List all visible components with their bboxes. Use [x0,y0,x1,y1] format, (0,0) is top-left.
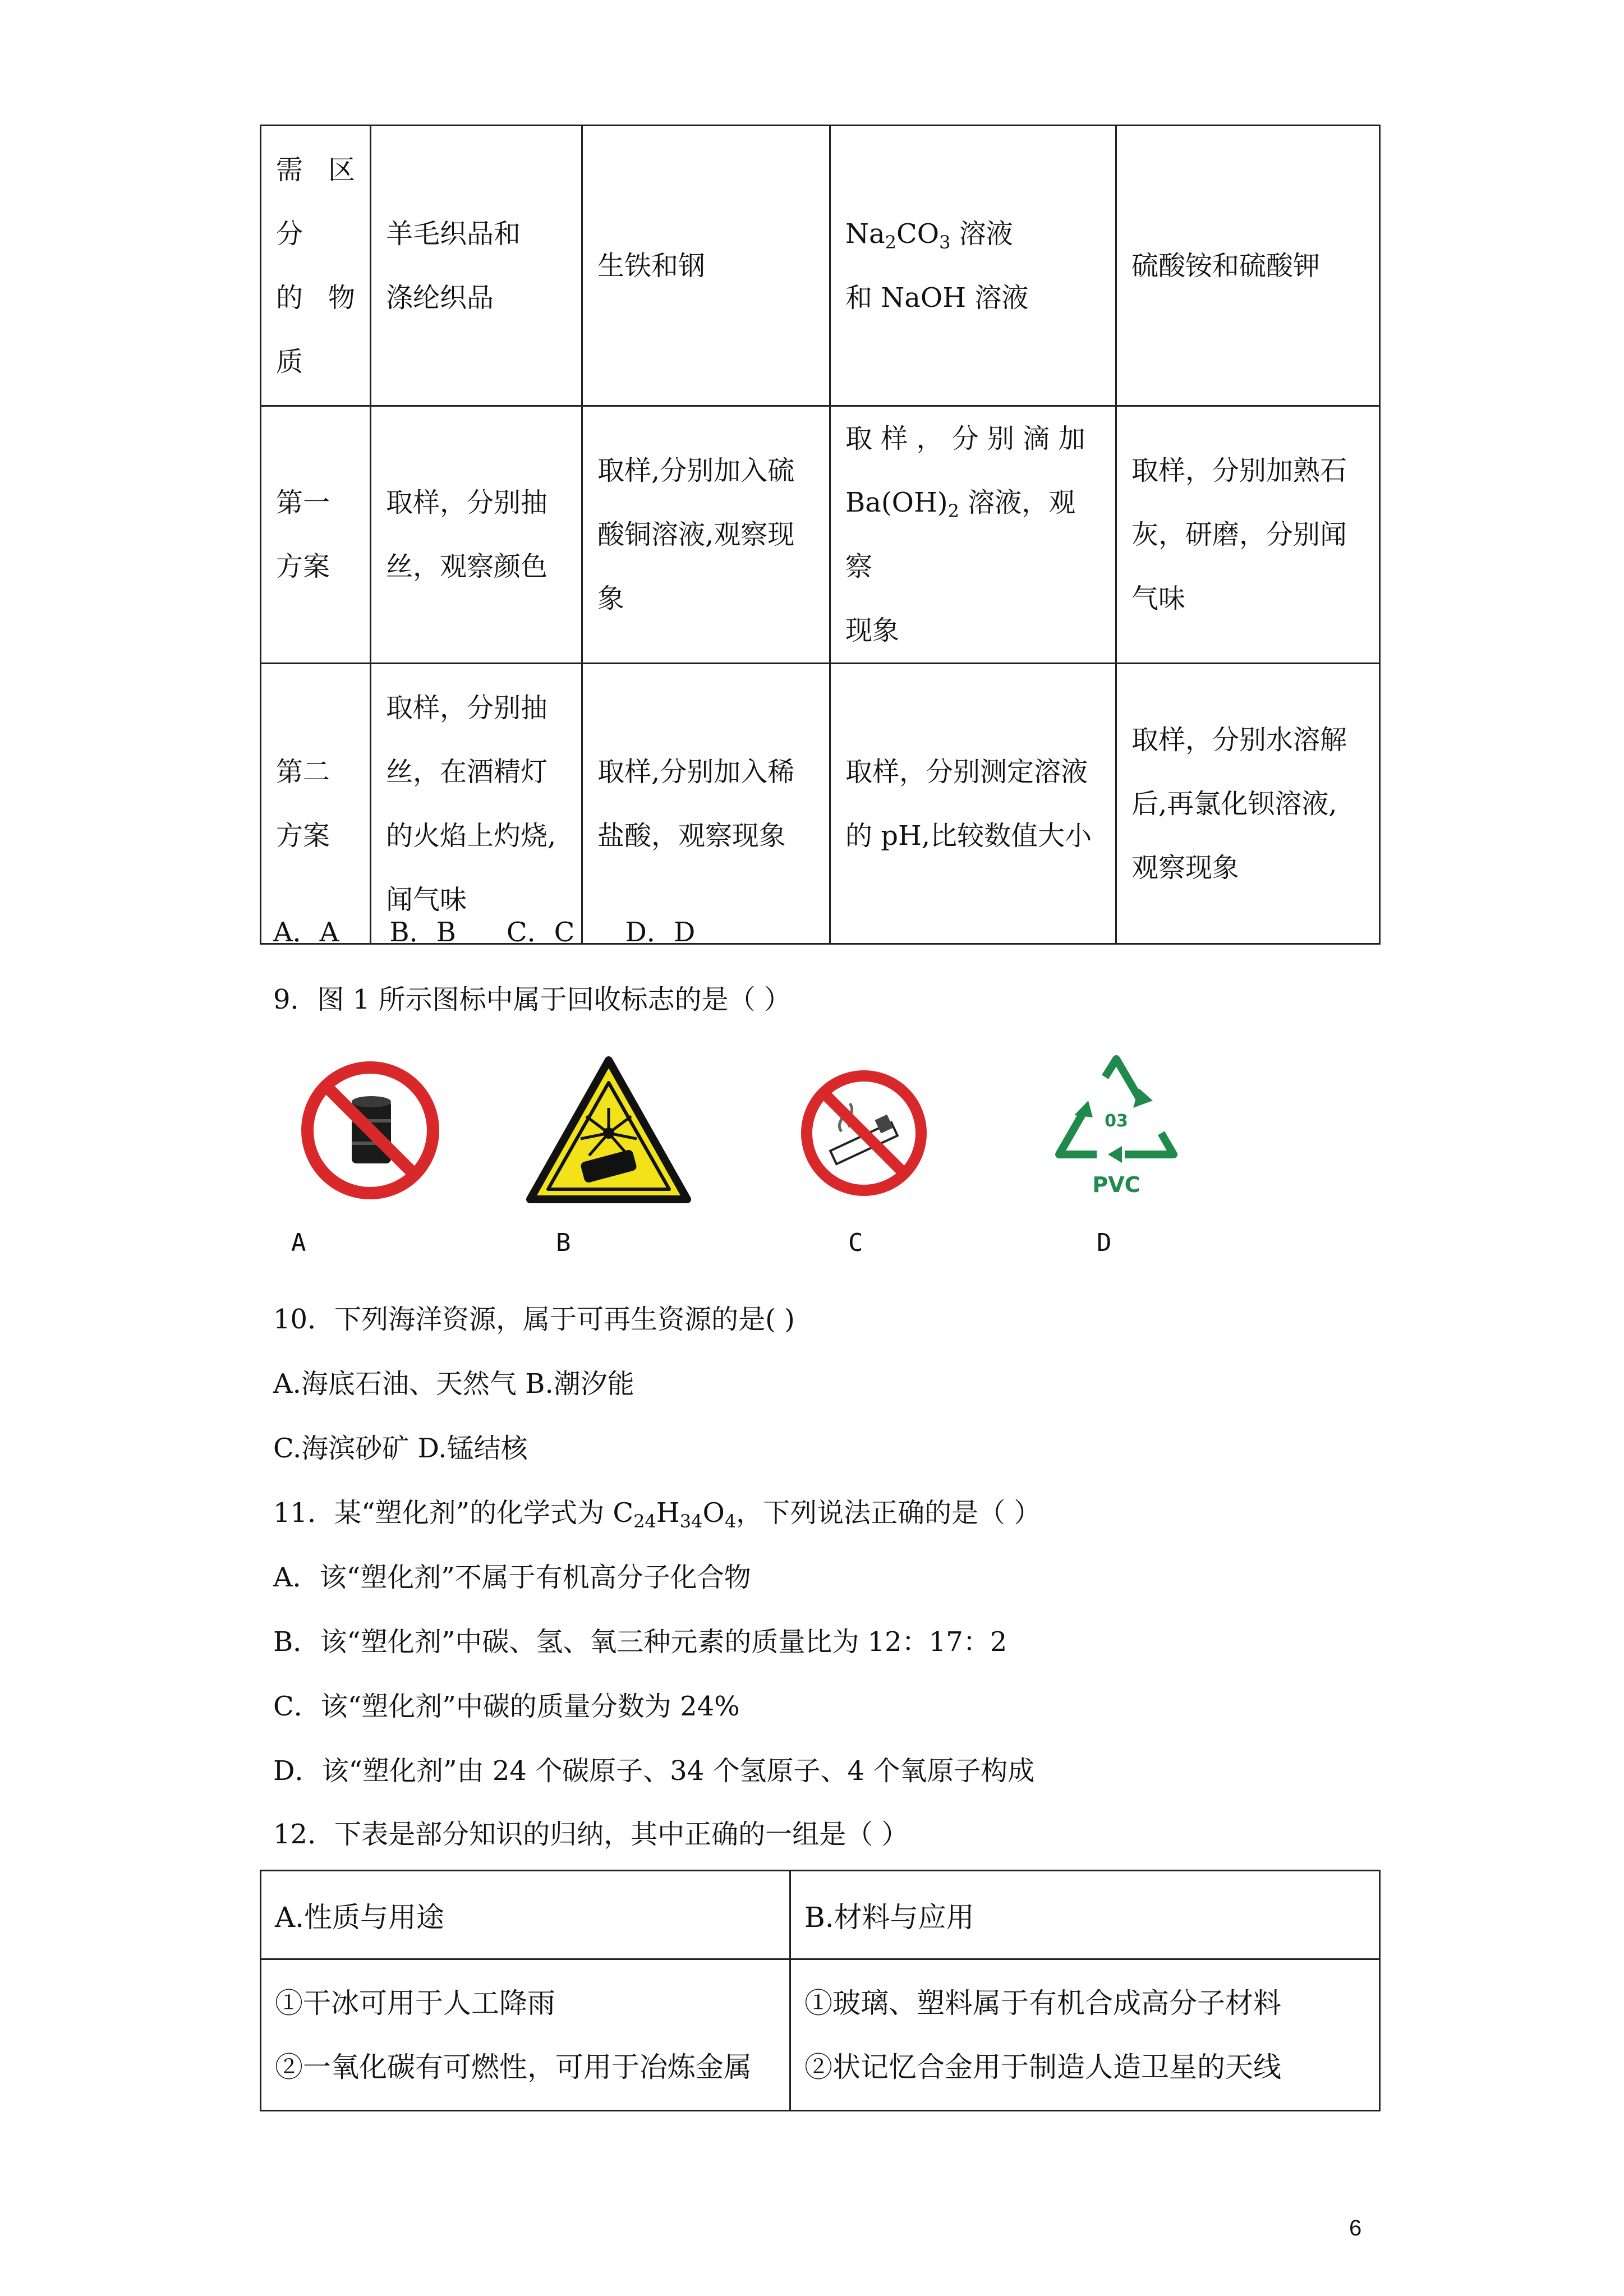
q12-question: 12．下表是部分知识的归纳，其中正确的一组是（ ） [273,1819,909,1850]
recycle-pvc-icon [1049,1055,1184,1209]
no-smoking-icon [799,1069,928,1198]
page-number: 6 [1349,2216,1362,2240]
table-cell: 取样,分别加入硫 酸铜溶液,观察现 象 [582,406,830,664]
recycle-code: 03 [1105,1111,1128,1131]
option-c[interactable]: C．C [506,917,575,948]
q10-options-cd: C.海滨砂矿 D.锰结核 [273,1433,528,1464]
q10-options-ab: A.海底石油、天然气 B.潮汐能 [273,1368,634,1400]
recycle-label: PVC [1092,1172,1140,1197]
q11-option-b[interactable]: B．该“塑化剂”中碳、氢、氧三种元素的质量比为 12：17：2 [273,1626,1007,1658]
icon-letter-d: D [1097,1228,1112,1257]
cell-na2co3-naoh: $Na_2CO_3$ 溶液 和 NaOH 溶液 [830,126,1116,406]
table-row-header [261,126,1380,406]
option-b-heading[interactable]: B.材料与应用 [790,1871,1380,1959]
option-b[interactable]: B．B [389,917,456,948]
q11-question: 11．某“塑化剂”的化学式为 $C_{24}H_{34}O_4$，下列说法正确的是（ ） [273,1497,1041,1532]
cell-ammonium-potassium-sulfate: 硫酸铵和硫酸钾 [1116,126,1380,406]
table-row [261,1871,1380,1959]
option-a[interactable]: A．A [273,917,339,948]
q8-options [273,915,746,949]
row-label-plan2: 第二 方案 [261,664,371,944]
row-label-substances: 需 区 分 的 物 质 [261,126,371,406]
table-cell: 取样，分别抽 丝，观察颜色 [371,406,582,664]
table-cell: 取 样 ， 分 别 滴 加 $Ba(OH)_2$ 溶液，观察 现象 [830,406,1116,664]
knowledge-table [260,1870,1381,2111]
table-row [261,1959,1380,2111]
row-label-plan1: 第一 方案 [261,406,371,664]
q11-option-c[interactable]: C．该“塑化剂”中碳的质量分数为 24% [273,1691,740,1722]
table-cell: 取样，分别加熟石 灰，研磨，分别闻 气味 [1116,406,1380,664]
table-cell: 取样，分别抽 丝，在酒精灯 的火焰上灼烧, 闻气味 [371,664,582,944]
table-row-plan2 [261,664,1380,944]
no-oil-drum-icon [300,1060,440,1200]
q10-question: 10．下列海洋资源，属于可再生资源的是( ) [273,1304,795,1335]
explosive-warning-icon [525,1055,693,1206]
cell-iron-steel: 生铁和钢 [582,126,830,406]
table-cell: 取样,分别加入稀 盐酸，观察现象 [582,664,830,944]
q9-question: 9．图 1 所示图标中属于回收标志的是（ ） [273,984,791,1015]
icon-letter-a: A [291,1228,306,1257]
option-a-heading[interactable]: A.性质与用途 [261,1871,790,1959]
table-row-plan1 [261,406,1380,664]
icon-letter-c: C [848,1228,863,1257]
option-d[interactable]: D．D [625,917,696,948]
q11-option-a[interactable]: A．该“塑化剂”不属于有机高分子化合物 [273,1562,751,1593]
icon-letter-b: B [556,1228,571,1257]
option-a-items: ①干冰可用于人工降雨 ②一氧化碳有可燃性，可用于冶炼金属 [261,1959,790,2111]
cell-wool-polyester: 羊毛织品和 涤纶织品 [371,126,582,406]
comparison-table [260,125,1381,945]
q11-option-d[interactable]: D．该“塑化剂”由 24 个碳原子、34 个氢原子、4 个氧原子构成 [273,1755,1035,1787]
table-cell: 取样，分别测定溶液 的 pH,比较数值大小 [830,664,1116,944]
table-cell: 取样，分别水溶解 后,再氯化钡溶液, 观察现象 [1116,664,1380,944]
option-b-items: ①玻璃、塑料属于有机合成高分子材料 ②状记忆合金用于制造人造卫星的天线 [790,1959,1380,2111]
